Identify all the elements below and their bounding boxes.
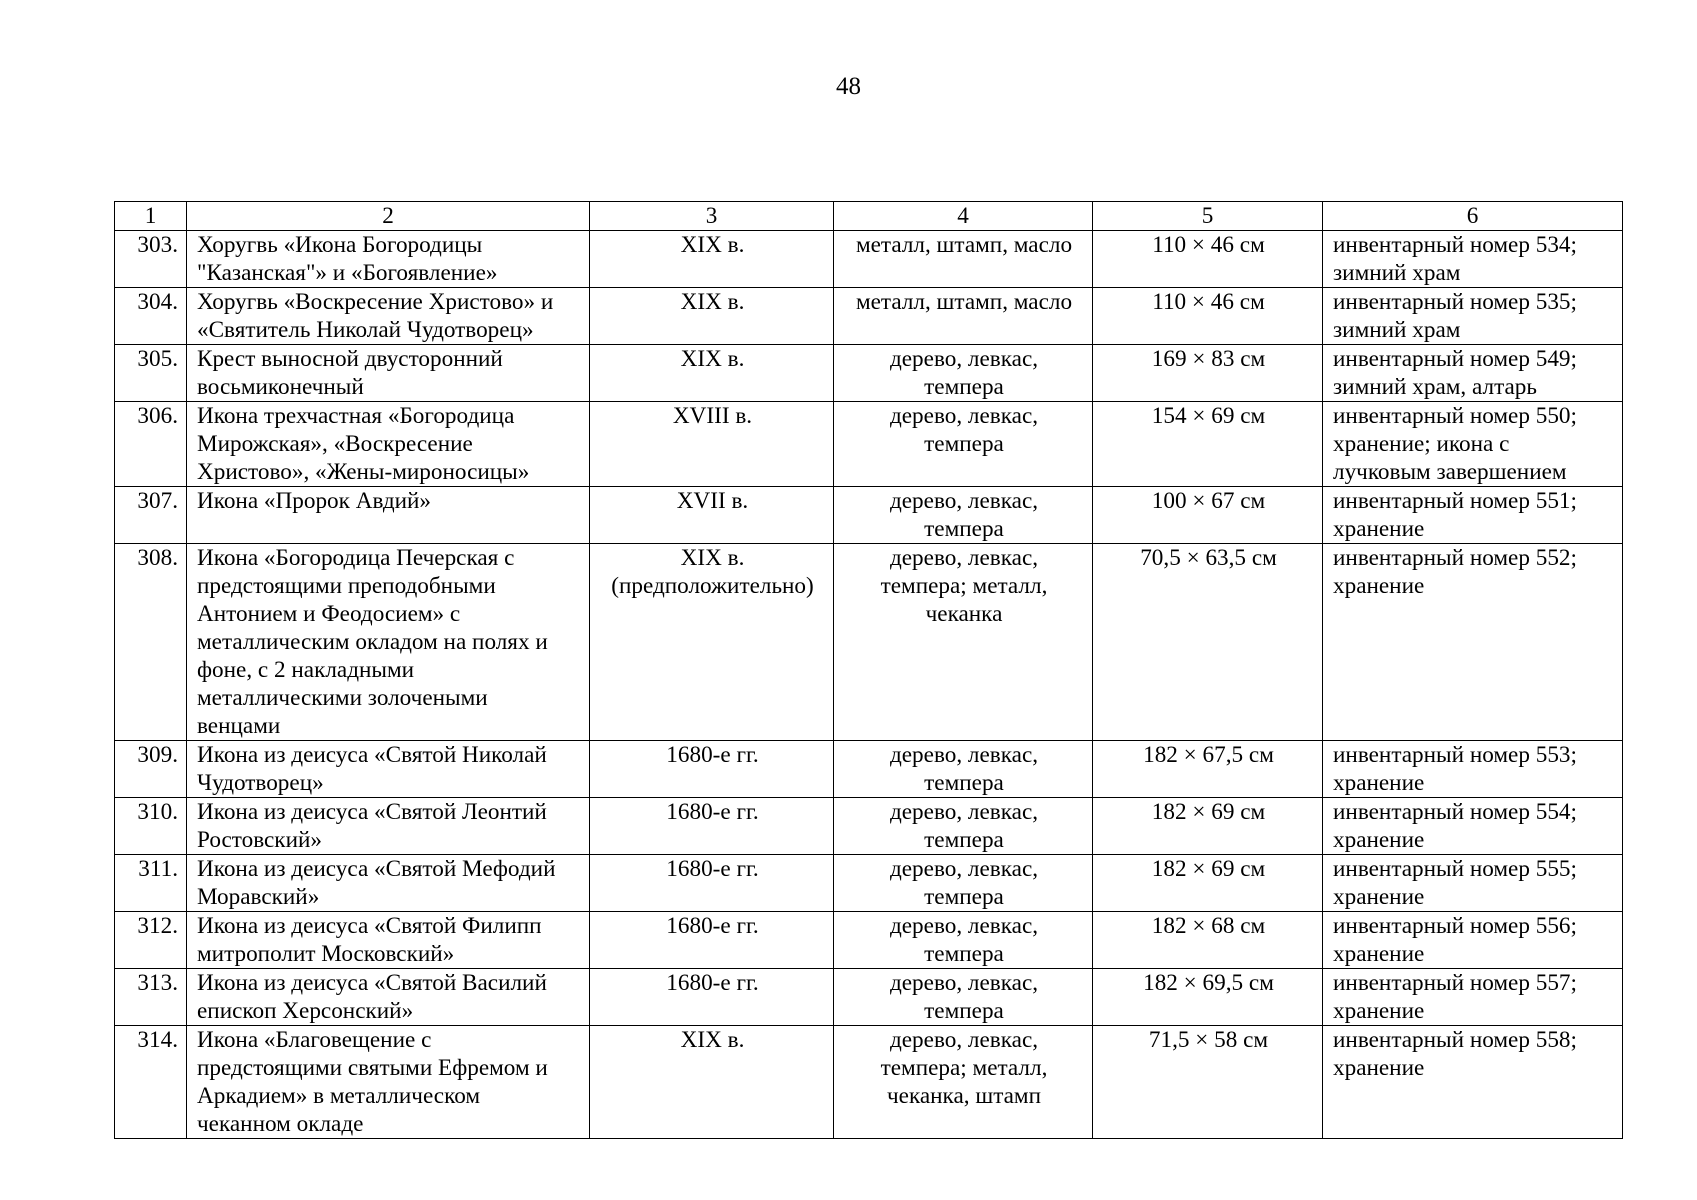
- cell-text-line: дерево, левкас,: [889, 1027, 1039, 1053]
- object-name-cell: [187, 231, 590, 288]
- cell-text-line: фоне, с 2 накладными: [197, 657, 415, 683]
- cell-text-line: хранение: [1333, 827, 1425, 853]
- table-row: [115, 855, 1623, 912]
- cell-text-line: 71,5 × 58 см: [1148, 1027, 1269, 1053]
- row-number-cell: [115, 798, 187, 855]
- table-row: [115, 912, 1623, 969]
- cell-text-line: Антонием и Феодосием» с: [197, 601, 461, 627]
- cell-text-line: темпера; металл,: [880, 1055, 1048, 1081]
- material-cell: [834, 741, 1093, 798]
- cell-text-line: 182 × 69 см: [1151, 856, 1266, 882]
- object-name-cell: [187, 288, 590, 345]
- cell-text-line: 169 × 83 см: [1151, 346, 1266, 372]
- cell-text-line: 1680-е гг.: [666, 856, 759, 882]
- cell-text-line: (предположительно): [611, 573, 814, 599]
- cell-text-line: 307.: [137, 488, 178, 514]
- cell-text-line: металл, штамп, масло: [855, 289, 1073, 315]
- cell-text-line: 1680-е гг.: [666, 799, 759, 825]
- row-number-cell: [115, 741, 187, 798]
- cell-text-line: 154 × 69 см: [1151, 403, 1266, 429]
- cell-text-line: металлическими золочеными: [197, 685, 488, 711]
- row-number-cell: [115, 345, 187, 402]
- row-number-cell: [115, 288, 187, 345]
- cell-text-line: металл, штамп, масло: [855, 232, 1073, 258]
- cell-text-line: Ростовский»: [197, 827, 322, 853]
- cell-text-line: лучковым завершением: [1333, 459, 1567, 485]
- size-cell: [1093, 487, 1323, 544]
- size-cell: [1093, 345, 1323, 402]
- dating-cell: [590, 487, 834, 544]
- cell-text-line: Икона трехчастная «Богородица: [197, 403, 515, 429]
- cell-text-line: дерево, левкас,: [889, 970, 1039, 996]
- size-cell: [1093, 1026, 1323, 1139]
- cell-text-line: хранение: [1333, 998, 1425, 1024]
- material-cell: [834, 345, 1093, 402]
- note-cell: [1323, 741, 1623, 798]
- column-header-4: 4: [834, 202, 1093, 231]
- note-cell: [1323, 487, 1623, 544]
- cell-text-line: Христово», «Жены-мироносицы»: [197, 459, 530, 485]
- cell-text-line: Моравский»: [197, 884, 320, 910]
- column-header-6: 6: [1323, 202, 1623, 231]
- dating-cell: [590, 798, 834, 855]
- material-cell: [834, 855, 1093, 912]
- object-name-cell: [187, 969, 590, 1026]
- row-number-cell: [115, 912, 187, 969]
- cell-text-line: предстоящими преподобными: [197, 573, 496, 599]
- cell-text-line: XIX в.: [680, 232, 745, 258]
- cell-text-line: дерево, левкас,: [889, 545, 1039, 571]
- cell-text-line: зимний храм, алтарь: [1333, 374, 1537, 400]
- table-row: [115, 969, 1623, 1026]
- cell-text-line: инвентарный номер 554;: [1333, 799, 1577, 825]
- cell-text-line: темпера: [924, 998, 1004, 1024]
- cell-text-line: темпера: [924, 374, 1004, 400]
- dating-cell: [590, 1026, 834, 1139]
- cell-text-line: инвентарный номер 557;: [1333, 970, 1577, 996]
- table-row: [115, 1026, 1623, 1139]
- cell-text-line: зимний храм: [1333, 317, 1461, 343]
- cell-text-line: зимний храм: [1333, 260, 1461, 286]
- material-cell: [834, 487, 1093, 544]
- cell-text-line: чеканка, штамп: [886, 1083, 1041, 1109]
- cell-text-line: 308.: [137, 545, 178, 571]
- cell-text-line: Икона из деисуса «Святой Филипп: [197, 913, 542, 939]
- cell-text-line: 100 × 67 см: [1151, 488, 1266, 514]
- cell-text-line: «Святитель Николай Чудотворец»: [197, 317, 534, 343]
- dating-cell: [590, 741, 834, 798]
- cell-text-line: 1680-е гг.: [666, 742, 759, 768]
- object-name-cell: [187, 1026, 590, 1139]
- cell-text-line: дерево, левкас,: [889, 403, 1039, 429]
- size-cell: [1093, 402, 1323, 487]
- cell-text-line: инвентарный номер 555;: [1333, 856, 1577, 882]
- size-cell: [1093, 855, 1323, 912]
- cell-text-line: XIX в.: [680, 346, 745, 372]
- cell-text-line: 305.: [137, 346, 178, 372]
- cell-text-line: Чудотворец»: [197, 770, 324, 796]
- cell-text-line: митрополит Московский»: [197, 941, 455, 967]
- cell-text-line: дерево, левкас,: [889, 913, 1039, 939]
- note-cell: [1323, 288, 1623, 345]
- cell-text-line: Аркадием» в металлическом: [197, 1083, 481, 1109]
- column-header-2: 2: [187, 202, 590, 231]
- cell-text-line: дерево, левкас,: [889, 488, 1039, 514]
- dating-cell: [590, 544, 834, 741]
- cell-text-line: XIX в.: [680, 545, 745, 571]
- cell-text-line: 309.: [137, 742, 178, 768]
- header-row: [115, 202, 1623, 231]
- cell-text-line: хранение: [1333, 573, 1425, 599]
- cell-text-line: хранение: [1333, 941, 1425, 967]
- cell-text-line: темпера: [924, 941, 1004, 967]
- cell-text-line: 310.: [137, 799, 178, 825]
- cell-text-line: 313.: [137, 970, 178, 996]
- material-cell: [834, 288, 1093, 345]
- cell-text-line: темпера: [924, 516, 1004, 542]
- dating-cell: [590, 288, 834, 345]
- material-cell: [834, 544, 1093, 741]
- cell-text-line: темпера: [924, 770, 1004, 796]
- cell-text-line: 110 × 46 см: [1152, 289, 1265, 315]
- cell-text-line: предстоящими святыми Ефремом и: [197, 1055, 548, 1081]
- cell-text-line: венцами: [197, 713, 281, 739]
- cell-text-line: Мирожская», «Воскресение: [197, 431, 473, 457]
- cell-text-line: Икона из деисуса «Святой Николай: [197, 742, 547, 768]
- cell-text-line: чеканка: [925, 601, 1003, 627]
- size-cell: [1093, 288, 1323, 345]
- note-cell: [1323, 544, 1623, 741]
- cell-text-line: Хоругвь «Воскресение Христово» и: [197, 289, 554, 315]
- cell-text-line: инвентарный номер 534;: [1333, 232, 1577, 258]
- column-header-5: 5: [1093, 202, 1323, 231]
- note-cell: [1323, 345, 1623, 402]
- note-cell: [1323, 855, 1623, 912]
- dating-cell: [590, 231, 834, 288]
- cell-text-line: чеканном окладе: [197, 1111, 364, 1137]
- size-cell: [1093, 912, 1323, 969]
- table-row: [115, 741, 1623, 798]
- cell-text-line: инвентарный номер 553;: [1333, 742, 1577, 768]
- table-row: [115, 231, 1623, 288]
- cell-text-line: 312.: [137, 913, 178, 939]
- cell-text-line: темпера: [924, 827, 1004, 853]
- cell-text-line: епископ Херсонский»: [197, 998, 414, 1024]
- size-cell: [1093, 231, 1323, 288]
- cell-text-line: Икона из деисуса «Святой Леонтий: [197, 799, 547, 825]
- cell-text-line: инвентарный номер 558;: [1333, 1027, 1577, 1053]
- cell-text-line: 182 × 67,5 см: [1143, 742, 1274, 768]
- row-number-cell: [115, 487, 187, 544]
- cell-text-line: инвентарный номер 550;: [1333, 403, 1577, 429]
- cell-text-line: XVII в.: [676, 488, 749, 514]
- cell-text-line: 303.: [137, 232, 178, 258]
- size-cell: [1093, 969, 1323, 1026]
- register-table: [114, 201, 1623, 1139]
- object-name-cell: [187, 798, 590, 855]
- cell-text-line: 110 × 46 см: [1152, 232, 1265, 258]
- note-cell: [1323, 402, 1623, 487]
- table-row: [115, 402, 1623, 487]
- cell-text-line: XIX в.: [680, 1027, 745, 1053]
- cell-text-line: Икона «Благовещение с: [197, 1027, 432, 1053]
- register-body: [115, 231, 1623, 1139]
- cell-text-line: дерево, левкас,: [889, 346, 1039, 372]
- row-number-cell: [115, 544, 187, 741]
- cell-text-line: инвентарный номер 549;: [1333, 346, 1577, 372]
- row-number-cell: [115, 855, 187, 912]
- table-row: [115, 487, 1623, 544]
- cell-text-line: 1680-е гг.: [666, 970, 759, 996]
- note-cell: [1323, 1026, 1623, 1139]
- page-number: 48: [836, 73, 861, 100]
- cell-text-line: инвентарный номер 552;: [1333, 545, 1577, 571]
- size-cell: [1093, 544, 1323, 741]
- cell-text-line: Икона из деисуса «Святой Мефодий: [197, 856, 556, 882]
- material-cell: [834, 231, 1093, 288]
- cell-text-line: 304.: [137, 289, 178, 315]
- size-cell: [1093, 798, 1323, 855]
- dating-cell: [590, 855, 834, 912]
- table-row: [115, 544, 1623, 741]
- cell-text-line: 314.: [137, 1027, 178, 1053]
- cell-text-line: 182 × 68 см: [1151, 913, 1266, 939]
- cell-text-line: инвентарный номер 535;: [1333, 289, 1577, 315]
- object-name-cell: [187, 544, 590, 741]
- row-number-cell: [115, 1026, 187, 1139]
- cell-text-line: хранение: [1333, 884, 1425, 910]
- cell-text-line: дерево, левкас,: [889, 742, 1039, 768]
- column-header-1: 1: [115, 202, 187, 231]
- dating-cell: [590, 345, 834, 402]
- note-cell: [1323, 231, 1623, 288]
- cell-text-line: Икона из деисуса «Святой Василий: [197, 970, 547, 996]
- cell-text-line: хранение: [1333, 516, 1425, 542]
- cell-text-line: Икона «Пророк Авдий»: [197, 488, 432, 514]
- cell-text-line: инвентарный номер 551;: [1333, 488, 1577, 514]
- note-cell: [1323, 912, 1623, 969]
- material-cell: [834, 1026, 1093, 1139]
- cell-text-line: 182 × 69,5 см: [1143, 970, 1274, 996]
- object-name-cell: [187, 487, 590, 544]
- row-number-cell: [115, 969, 187, 1026]
- material-cell: [834, 402, 1093, 487]
- object-name-cell: [187, 345, 590, 402]
- cell-text-line: восьмиконечный: [197, 374, 364, 400]
- dating-cell: [590, 969, 834, 1026]
- dating-cell: [590, 402, 834, 487]
- cell-text-line: инвентарный номер 556;: [1333, 913, 1577, 939]
- cell-text-line: металлическим окладом на полях и: [197, 629, 548, 655]
- material-cell: [834, 912, 1093, 969]
- object-name-cell: [187, 912, 590, 969]
- material-cell: [834, 969, 1093, 1026]
- row-number-cell: [115, 231, 187, 288]
- column-header-3: 3: [590, 202, 834, 231]
- cell-text-line: Икона «Богородица Печерская с: [197, 545, 515, 571]
- cell-text-line: дерево, левкас,: [889, 799, 1039, 825]
- cell-text-line: Хоругвь «Икона Богородицы: [197, 232, 483, 258]
- cell-text-line: 1680-е гг.: [666, 913, 759, 939]
- cell-text-line: темпера; металл,: [880, 573, 1048, 599]
- table-row: [115, 798, 1623, 855]
- size-cell: [1093, 741, 1323, 798]
- cell-text-line: "Казанская"» и «Богоявление»: [197, 260, 498, 286]
- cell-text-line: хранение: [1333, 770, 1425, 796]
- cell-text-line: XIX в.: [680, 289, 745, 315]
- dating-cell: [590, 912, 834, 969]
- cell-text-line: хранение; икона с: [1333, 431, 1510, 457]
- cell-text-line: 311.: [138, 856, 178, 882]
- cell-text-line: темпера: [924, 431, 1004, 457]
- cell-text-line: Крест выносной двусторонний: [197, 346, 503, 372]
- cell-text-line: темпера: [924, 884, 1004, 910]
- cell-text-line: 70,5 × 63,5 см: [1140, 545, 1277, 571]
- note-cell: [1323, 798, 1623, 855]
- object-name-cell: [187, 855, 590, 912]
- row-number-cell: [115, 402, 187, 487]
- cell-text-line: 306.: [137, 403, 178, 429]
- note-cell: [1323, 969, 1623, 1026]
- material-cell: [834, 798, 1093, 855]
- cell-text-line: XVIII в.: [672, 403, 753, 429]
- cell-text-line: хранение: [1333, 1055, 1425, 1081]
- object-name-cell: [187, 402, 590, 487]
- table-row: [115, 345, 1623, 402]
- table-row: [115, 288, 1623, 345]
- cell-text-line: дерево, левкас,: [889, 856, 1039, 882]
- cell-text-line: 182 × 69 см: [1151, 799, 1266, 825]
- object-name-cell: [187, 741, 590, 798]
